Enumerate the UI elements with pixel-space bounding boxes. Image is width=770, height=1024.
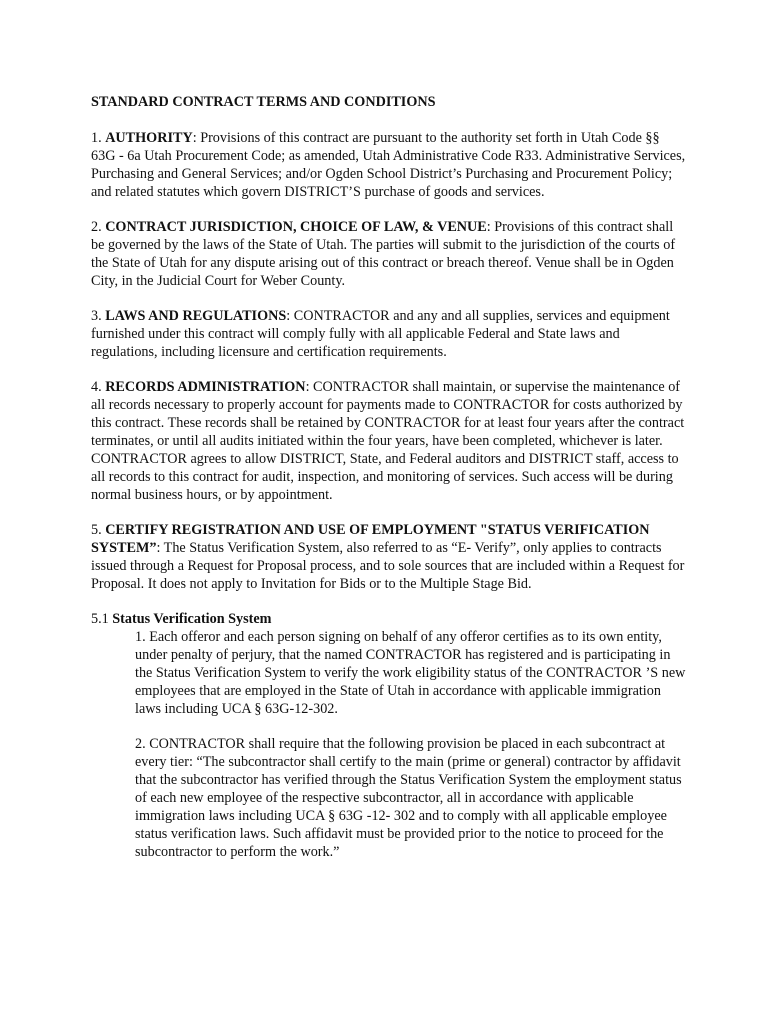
- subsection-paragraph: 1. Each offeror and each person signing on behalf of any offeror certifies as to its own entity, under penalty of perjury, that the named CONTRACTOR has registered and is participating in the Status Verification System to verify the work eligibility status of the CONTRACTOR ’S new employees that are employed in the State of Utah in accordance with applicable immigration laws including UCA § 63G-12-302.: [135, 629, 686, 717]
- section-number: 1.: [91, 130, 106, 146]
- section-heading: AUTHORITY: [105, 130, 193, 146]
- section-number: 3.: [91, 308, 106, 324]
- section-text: : Provisions of this contract shall be governed by the laws of the State of Utah. The parties will submit to the jurisdiction of the courts of the State of Utah for any dispute arising out of this contract or breach thereof. Venue shall be in Ogden City, in the Judicial Court for Weber County.: [91, 219, 676, 289]
- section-text: : Provisions of this contract are pursuant to the authority set forth in Utah Code §§ 63G - 6a Utah Procurement Code; as amended, Utah Administrative Code R33. Administrative Services, Purchasing and General Services; and/or Ogden School District’s Purchasing and Procurement Policy; and related statutes which govern DISTRICT’S purchase of goods and services.: [91, 130, 686, 200]
- section-heading: CONTRACT JURISDICTION, CHOICE OF LAW, & VENUE: [105, 219, 487, 235]
- section-number: 4.: [91, 379, 106, 395]
- section-heading: LAWS AND REGULATIONS: [105, 308, 287, 324]
- document-title: STANDARD CONTRACT TERMS AND CONDITIONS: [91, 94, 436, 110]
- section-jurisdiction: [91, 218, 687, 290]
- subsection-heading: Status Verification System: [112, 611, 272, 627]
- section-status-verification: [91, 521, 687, 593]
- section-heading: RECORDS ADMINISTRATION: [105, 379, 306, 395]
- section-text: : CONTRACTOR shall maintain, or supervise the maintenance of all records necessary to properly account for payments made to CONTRACTOR for costs authorized by this contract. These records shall be retained by CONTRACTOR for at least four years after the contract terminates, or until all audits initiated within the four years, have been completed, whichever is later. CONTRACTOR agrees to allow DISTRICT, State, and Federal auditors and DISTRICT staff, access to all records to this contract for audit, inspection, and monitoring of services. Such access will be during normal business hours, or by appointment.: [91, 379, 685, 503]
- section-text: : CONTRACTOR and any and all supplies, services and equipment furnished under this contract will comply fully with all applicable Federal and State laws and regulations, including licensure and certification requirements.: [91, 308, 670, 360]
- subsection-number: 5.1: [91, 611, 113, 627]
- subsection-heading-line: [91, 610, 687, 628]
- section-number: 2.: [91, 219, 106, 235]
- section-authority: [91, 129, 687, 201]
- section-laws: [91, 307, 687, 361]
- section-heading: CERTIFY REGISTRATION AND USE OF EMPLOYMENT "STATUS VERIFICATION SYSTEM”: [91, 522, 650, 556]
- section-number: 5.: [91, 522, 106, 538]
- subsection-body: [135, 628, 687, 861]
- section-text: : The Status Verification System, also referred to as “E- Verify”, only applies to contracts issued through a Request for Proposal process, and to sole sources that are included within a Request for Proposal. It does not apply to Invitation for Bids or to the Multiple Stage Bid.: [91, 540, 685, 592]
- section-records: [91, 378, 687, 504]
- document-body: [91, 93, 687, 878]
- subsection-paragraph: 2. CONTRACTOR shall require that the following provision be placed in each subcontract at every tier: “The subcontractor shall certify to the main (prime or general) contractor by affidavit that the subcontractor has verified through the Status Verification System the employment status of each new employee of the respective subcontractor, all in accordance with applicable immigration laws including UCA § 63G -12- 302 and to comply with all applicable employee status verification laws. Such affidavit must be provided prior to the notice to proceed for the subcontractor to perform the work.”: [135, 736, 682, 860]
